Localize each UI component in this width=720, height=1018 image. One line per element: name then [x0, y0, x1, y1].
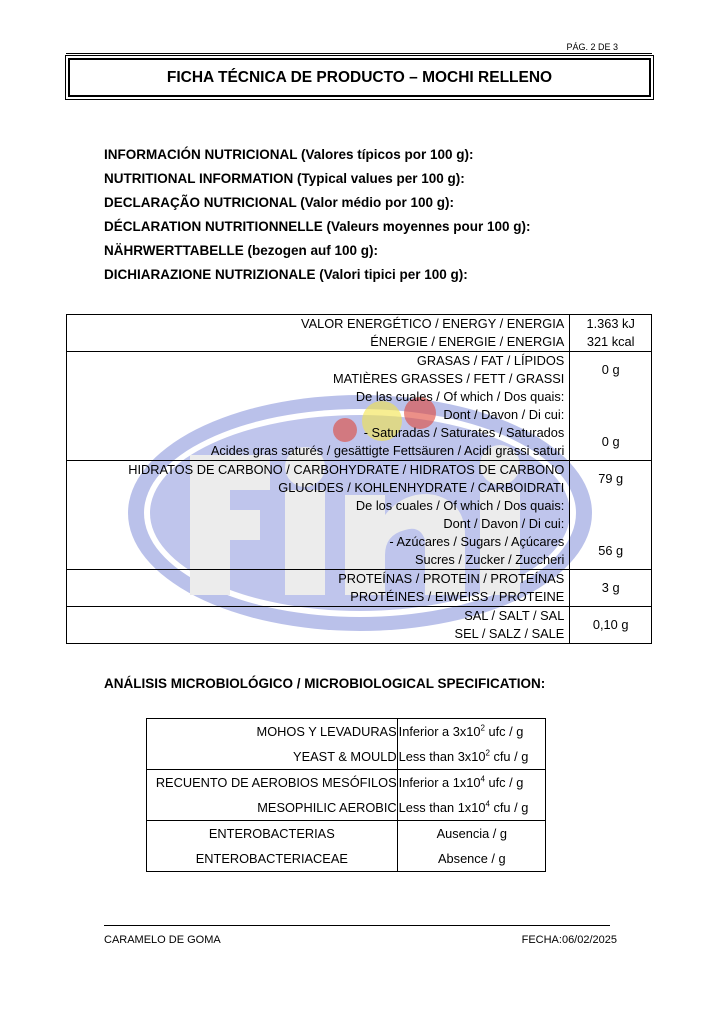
- carbohydrate-label: [67, 461, 570, 570]
- micro-label: YEAST & MOULD: [293, 749, 397, 764]
- micro-value: Ausencia / g: [436, 826, 508, 841]
- saturates-label-line: Dont / Davon / Di cui:: [443, 407, 565, 422]
- fat-label-line: GRASAS / FAT / LÍPIDOS: [416, 353, 565, 368]
- sugars-label-line: Sucres / Zucker / Zuccheri: [414, 552, 565, 567]
- saturates-value: 0 g: [601, 434, 620, 449]
- page-number: PÁG. 2 DE 3: [566, 42, 618, 52]
- fat-value-cell: [570, 352, 652, 461]
- footer-rule: [104, 925, 610, 926]
- nutrition-row-salt: [67, 607, 652, 644]
- footer-product: CARAMELO DE GOMA: [104, 934, 221, 946]
- micro-row-moulds: [147, 719, 546, 770]
- protein-label-line: PROTEÍNAS / PROTEIN / PROTEÍNAS: [338, 571, 565, 586]
- micro-label: ENTEROBACTERIACEAE: [195, 851, 348, 866]
- nutrition-headings: [104, 143, 664, 287]
- micro-values: [397, 719, 545, 770]
- sugars-label-line: De los cuales / Of which / Dos quais:: [355, 498, 565, 513]
- micro-value-base: Inferior a 3x10: [398, 724, 481, 739]
- micro-value-unit: cfu / g: [489, 800, 529, 815]
- micro-value-exp: 2: [485, 748, 490, 758]
- micro-row-enterobacteria: [147, 821, 546, 872]
- carbohydrate-value: 79 g: [598, 471, 624, 486]
- micro-label: ENTEROBACTERIAS: [208, 826, 335, 841]
- micro-value: Absence / g: [438, 851, 506, 866]
- saturates-label-line: Acides gras saturés / gesättigte Fettsäuren / Acidi grassi saturi: [210, 443, 565, 458]
- carb-label-line: HIDRATOS DE CARBONO / CARBOHYDRATE / HIDRATOS DE CARBONO: [128, 462, 565, 477]
- micro-value-exp: 2: [480, 723, 485, 733]
- fat-value: 0 g: [601, 362, 620, 377]
- salt-value: 0,10 g: [592, 617, 629, 632]
- salt-label-line: SEL / SALZ / SALE: [454, 626, 565, 641]
- micro-label: RECUENTO DE AEROBIOS MESÓFILOS: [155, 775, 397, 790]
- saturates-label-line: - Saturadas / Saturates / Saturados: [363, 425, 565, 440]
- nutrition-table: [66, 314, 652, 644]
- energy-kcal: 321 kcal: [586, 334, 635, 349]
- micro-value: [398, 770, 545, 795]
- micro-values: [397, 821, 545, 872]
- energy-label-line: ÉNERGIE / ENERGIE / ENERGIA: [370, 334, 565, 349]
- nutrition-heading-de: NÄHRWERTTABELLE (bezogen auf 100 g):: [104, 243, 379, 258]
- footer-date: FECHA:06/02/2025: [521, 934, 617, 946]
- nutrition-row-protein: [67, 570, 652, 607]
- fat-label-line: MATIÈRES GRASSES / FETT / GRASSI: [332, 371, 565, 386]
- protein-value-cell: [570, 570, 652, 607]
- salt-value-cell: [570, 607, 652, 644]
- fat-label: [67, 352, 570, 461]
- micro-value-unit: ufc / g: [484, 775, 524, 790]
- micro-heading: ANÁLISIS MICROBIOLÓGICO / MICROBIOLOGICAL SPECIFICATION:: [104, 676, 546, 691]
- micro-value-unit: ufc / g: [484, 724, 524, 739]
- micro-labels: [147, 719, 398, 770]
- salt-label: [67, 607, 570, 644]
- sugars-value: 56 g: [598, 543, 624, 558]
- salt-label-line: SAL / SALT / SAL: [464, 608, 565, 623]
- micro-labels: [147, 770, 398, 821]
- micro-label: MOHOS Y LEVADURAS: [256, 724, 397, 739]
- document-title: FICHA TÉCNICA DE PRODUCTO – MOCHI RELLENO: [68, 58, 651, 97]
- micro-value: [398, 719, 545, 744]
- micro-labels: [147, 821, 398, 872]
- energy-value: [570, 315, 652, 352]
- nutrition-heading-it: DICHIARAZIONE NUTRIZIONALE (Valori tipici per 100 g):: [104, 267, 468, 282]
- micro-value: [398, 744, 545, 769]
- micro-label: MESOPHILIC AEROBIC: [257, 800, 397, 815]
- micro-value-base: Less than 1x10: [398, 800, 486, 815]
- energy-label-line: VALOR ENERGÉTICO / ENERGY / ENERGIA: [300, 316, 565, 331]
- nutrition-row-fat: [67, 352, 652, 461]
- carb-label-line: GLUCIDES / KOHLENHYDRATE / CARBOIDRATI: [278, 480, 565, 495]
- nutrition-heading-en: NUTRITIONAL INFORMATION (Typical values per 100 g):: [104, 171, 465, 186]
- nutrition-heading-es: INFORMACIÓN NUTRICIONAL (Valores típicos por 100 g):: [104, 147, 474, 162]
- header-rule: [66, 53, 652, 54]
- micro-value-unit: cfu / g: [489, 749, 529, 764]
- micro-values: [397, 770, 545, 821]
- micro-value-exp: 4: [480, 774, 485, 784]
- carbohydrate-value-cell: [570, 461, 652, 570]
- micro-row-aerobic: [147, 770, 546, 821]
- energy-label: [67, 315, 570, 352]
- saturates-label-line: De las cuales / Of which / Dos quais:: [355, 389, 565, 404]
- energy-kj: 1.363 kJ: [586, 316, 635, 331]
- nutrition-row-carbohydrate: [67, 461, 652, 570]
- protein-label: [67, 570, 570, 607]
- micro-value-base: Less than 3x10: [398, 749, 486, 764]
- micro-table: [146, 718, 546, 872]
- nutrition-row-energy: [67, 315, 652, 352]
- micro-value-exp: 4: [485, 799, 490, 809]
- protein-value: 3 g: [601, 580, 620, 595]
- nutrition-heading-fr: DÉCLARATION NUTRITIONNELLE (Valeurs moyennes pour 100 g):: [104, 219, 531, 234]
- micro-value-base: Inferior a 1x10: [398, 775, 481, 790]
- sugars-label-line: Dont / Davon / Di cui:: [443, 516, 565, 531]
- micro-value: [398, 795, 545, 820]
- sugars-label-line: - Azúcares / Sugars / Açúcares: [389, 534, 565, 549]
- nutrition-heading-pt: DECLARAÇÃO NUTRICIONAL (Valor médio por 100 g):: [104, 195, 455, 210]
- protein-label-line: PROTÉINES / EIWEISS / PROTEINE: [350, 589, 565, 604]
